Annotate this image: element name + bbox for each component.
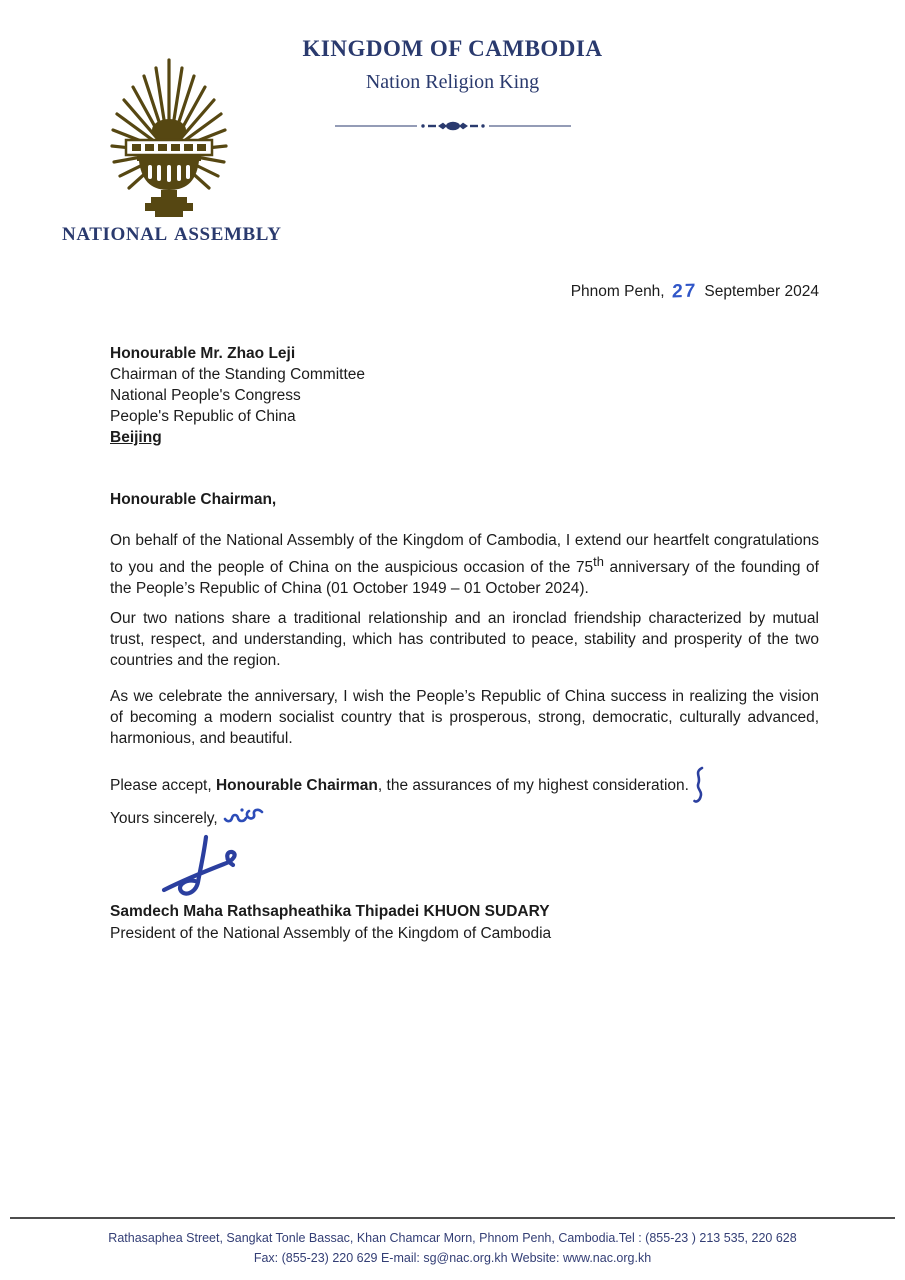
closing-bold-text: Honourable Chairman: [215, 777, 378, 794]
organization-name: NATIONAL ASSEMBLY: [62, 224, 282, 245]
signer-name: Samdech Maha Rathsapheathika Thipadei KHUON SUDARY: [110, 903, 550, 920]
dateline-place: Phnom Penh,: [570, 283, 665, 300]
motto-text: Nation Religion King: [365, 71, 540, 93]
closing-line: [110, 766, 706, 804]
recipient-organization: National People's Congress: [110, 387, 301, 404]
handwritten-initials-icon: [222, 805, 266, 827]
recipient-name: Honourable Mr. Zhao Leji: [110, 345, 296, 362]
valediction-line: [110, 805, 266, 828]
closing-text-cont: , the assurances of my highest consideration.: [377, 777, 689, 794]
paragraph-1: [110, 530, 819, 599]
recipient-title: Chairman of the Standing Committee: [110, 366, 366, 383]
footer-rule: [10, 1217, 895, 1219]
footer-contact-line: Fax: (855-23) 220 629 E-mail: sg@nac.org.kh Website: www.nac.org.kh: [253, 1251, 652, 1265]
paragraph-1-text: On behalf of the National Assembly of the Kingdom of Cambodia, I extend our heartfelt congratulations to you and the people of China on the auspicious occasion of the 75: [110, 532, 819, 577]
footer-address-line: Rathasaphea Street, Sangkat Tonle Bassac, Khan Chamcar Morn, Phnom Penh, Cambodia.Tel : (855-23 ) 213 535, 220 628: [108, 1231, 797, 1245]
dateline-date: September 2024: [704, 283, 819, 300]
recipient-city: Beijing: [110, 429, 162, 446]
paragraph-3: As we celebrate the anniversary, I wish the People’s Republic of China success in realizing the vision of becoming a modern socialist country that is prosperous, strong, democratic, culturally advanced, harmonious, and beautiful.: [110, 688, 819, 747]
recipient-country: People's Republic of China: [110, 408, 296, 425]
dateline: [571, 281, 819, 303]
handwritten-flourish-icon: [690, 766, 706, 804]
kingdom-title: KINGDOM OF CAMBODIA: [302, 36, 603, 61]
closing-text: Please accept,: [110, 777, 216, 794]
recipient-block: [110, 343, 365, 448]
handwritten-signature-icon: [148, 833, 263, 906]
valediction-text: Yours sincerely,: [110, 810, 218, 827]
handwritten-day: 27: [671, 280, 698, 303]
national-assembly-emblem-icon: [98, 52, 240, 225]
signer-title: President of the National Assembly of the Kingdom of Cambodia: [110, 925, 552, 942]
salutation: Honourable Chairman,: [110, 491, 277, 508]
paragraph-1-text-cont: anniversary of the founding of the People’s Republic of China (01 October 1949 – 01 October 2024).: [110, 559, 819, 598]
paragraph-1-superscript: th: [593, 554, 604, 569]
ornamental-rule-icon: [335, 118, 571, 134]
footer: [0, 1228, 905, 1268]
paragraph-2: Our two nations share a traditional relationship and an ironclad friendship characterized by mutual trust, respect, and understanding, which has contributed to peace, stability and prosperity of the two countries and the region.: [110, 610, 819, 669]
